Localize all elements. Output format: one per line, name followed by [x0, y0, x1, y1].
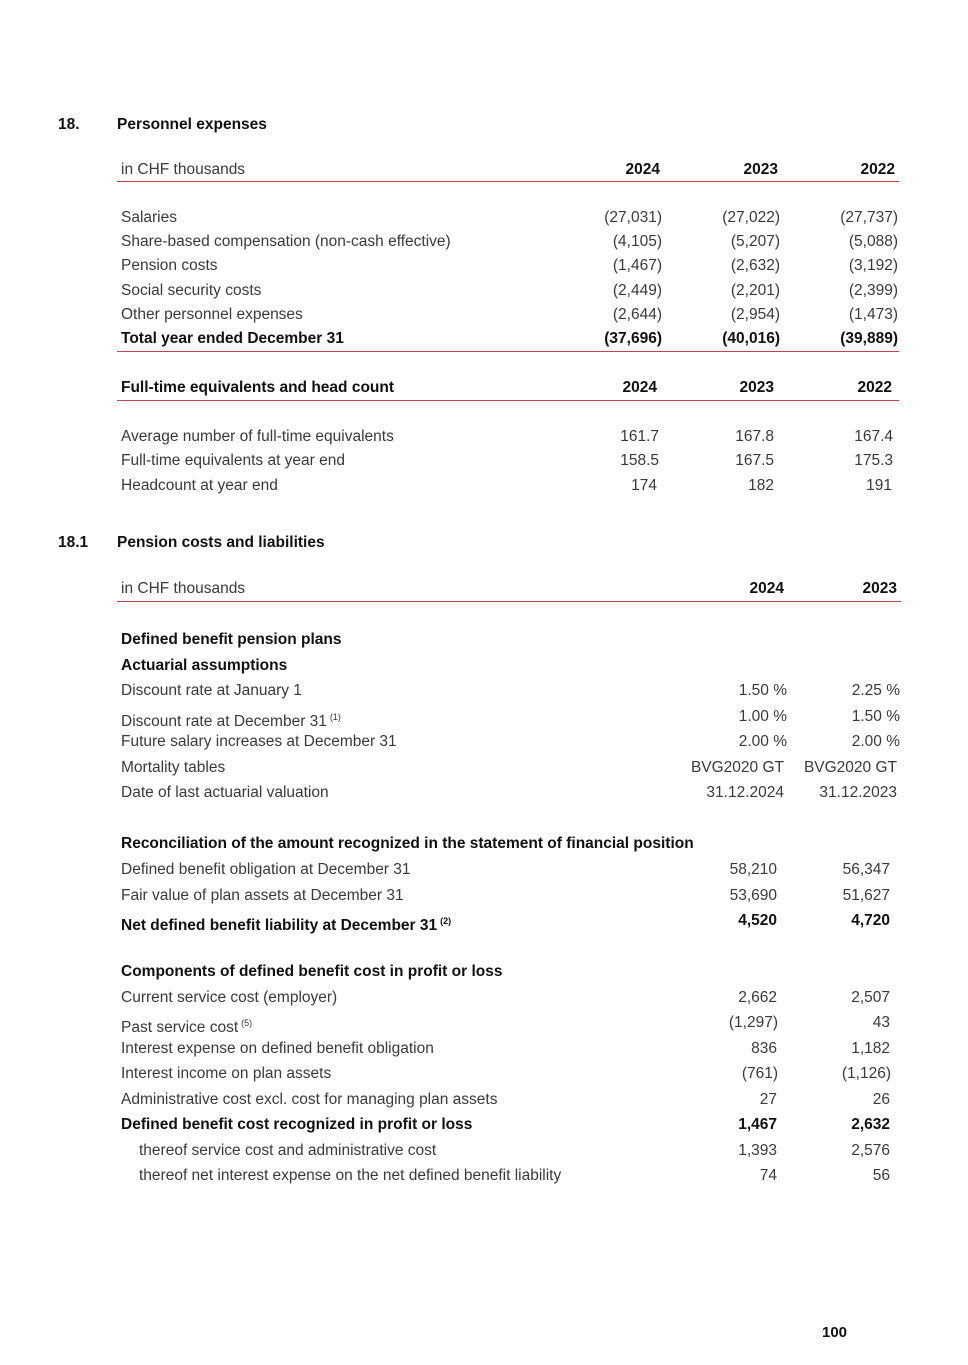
- cell-2023: (5,207): [730, 233, 780, 250]
- row-label-text: Discount rate at December 31: [121, 713, 327, 730]
- row-label: Other personnel expenses: [121, 306, 303, 323]
- row-label: Salaries: [121, 209, 177, 226]
- row-label: thereof net interest expense on the net defined benefit liability: [139, 1167, 562, 1184]
- cell-2024: 53,690: [729, 887, 777, 904]
- year-header: 2022: [857, 379, 892, 396]
- cell-2024: 836: [751, 1040, 777, 1057]
- cell-2023: 1,182: [851, 1040, 890, 1057]
- row-label: thereof service cost and administrative cost: [139, 1142, 437, 1159]
- footnote-ref: (5): [241, 1018, 253, 1028]
- year-header: 2024: [749, 580, 784, 597]
- row-label: Headcount at year end: [121, 477, 278, 494]
- cell-2023: 31.12.2023: [819, 784, 897, 801]
- cell-2024: 31.12.2024: [706, 784, 784, 801]
- row-label: Social security costs: [121, 282, 262, 299]
- subsection-title: Reconciliation of the amount recognized in the statement of financial position: [121, 835, 694, 852]
- cell-2024: 27: [759, 1091, 777, 1108]
- cell-2023: 2.00 %: [851, 733, 900, 750]
- cell-2023: 2,507: [851, 989, 890, 1006]
- row-label: Date of last actuarial valuation: [121, 784, 329, 801]
- cell-2023: 2,632: [851, 1116, 890, 1133]
- cell-2022: 191: [866, 477, 892, 494]
- cell-2024: 161.7: [620, 428, 659, 445]
- cell-2023: 167.5: [735, 452, 774, 469]
- row-label-text: Net defined benefit liability at December 31: [121, 917, 438, 934]
- row-label: Share-based compensation (non-cash effective): [121, 233, 451, 250]
- subsection-title: Actuarial assumptions: [121, 657, 288, 674]
- cell-2022: (39,889): [840, 330, 898, 347]
- year-header: 2023: [862, 580, 897, 597]
- divider: [117, 351, 899, 352]
- row-label: Discount rate at January 1: [121, 682, 302, 699]
- cell-2024: 158.5: [620, 452, 659, 469]
- row-label: Average number of full-time equivalents: [121, 428, 394, 445]
- cell-2024: (2,644): [612, 306, 662, 323]
- year-header: 2024: [622, 379, 657, 396]
- cell-2024: 174: [631, 477, 657, 494]
- cell-2023: (1,126): [841, 1065, 891, 1082]
- divider: [117, 601, 901, 602]
- row-label: Interest income on plan assets: [121, 1065, 332, 1082]
- cell-2023: 26: [872, 1091, 890, 1108]
- table-header-label: Full-time equivalents and head count: [121, 379, 395, 396]
- cell-2022: 175.3: [854, 452, 893, 469]
- cell-2023: (40,016): [722, 330, 780, 347]
- cell-2024: 4,520: [738, 912, 777, 929]
- cell-2024: (27,031): [604, 209, 662, 226]
- group-title: Defined benefit pension plans: [121, 631, 342, 648]
- row-label: Full-time equivalents at year end: [121, 452, 346, 469]
- cell-2023: 2.25 %: [851, 682, 900, 699]
- row-label: Future salary increases at December 31: [121, 733, 397, 750]
- cell-2023: 182: [748, 477, 774, 494]
- cell-2023: (27,022): [722, 209, 780, 226]
- row-label: [121, 910, 451, 932]
- cell-2022: (5,088): [848, 233, 898, 250]
- cell-2023: 51,627: [842, 887, 890, 904]
- unit-label: in CHF thousands: [121, 161, 246, 178]
- row-label: [121, 706, 341, 728]
- subsection-title: Components of defined benefit cost in profit or loss: [121, 963, 503, 980]
- cell-2023: (2,954): [730, 306, 780, 323]
- cell-2024: 58,210: [729, 861, 777, 878]
- cell-2024: 1.00 %: [738, 708, 787, 725]
- row-label: Administrative cost excl. cost for managing plan assets: [121, 1091, 498, 1108]
- cell-2023: 43: [872, 1014, 890, 1031]
- row-label: Defined benefit obligation at December 31: [121, 861, 411, 878]
- cell-2024: 74: [759, 1167, 777, 1184]
- row-label: Current service cost (employer): [121, 989, 338, 1006]
- row-label-text: Past service cost: [121, 1019, 239, 1036]
- page-number: 100: [822, 1324, 848, 1341]
- cell-2022: (1,473): [848, 306, 898, 323]
- divider: [117, 400, 899, 401]
- year-header: 2023: [739, 379, 774, 396]
- unit-label: in CHF thousands: [121, 580, 246, 597]
- cell-2022: 167.4: [854, 428, 893, 445]
- cell-2023: 2,576: [851, 1142, 890, 1159]
- cell-2022: (3,192): [848, 257, 898, 274]
- cell-2023: 4,720: [851, 912, 890, 929]
- row-label: Defined benefit cost recognized in profit or loss: [121, 1116, 473, 1133]
- cell-2024: (37,696): [604, 330, 662, 347]
- cell-2023: (2,201): [730, 282, 780, 299]
- year-header: 2023: [743, 161, 778, 178]
- divider: [117, 181, 899, 182]
- cell-2024: 2,662: [738, 989, 777, 1006]
- section-title: Personnel expenses: [117, 116, 267, 133]
- cell-2024: 1,393: [738, 1142, 777, 1159]
- cell-2024: BVG2020 GT: [690, 759, 784, 776]
- cell-2024: (2,449): [612, 282, 662, 299]
- cell-2024: (1,297): [728, 1014, 778, 1031]
- row-label: Total year ended December 31: [121, 330, 344, 347]
- year-header: 2024: [625, 161, 660, 178]
- year-header: 2022: [860, 161, 895, 178]
- cell-2023: BVG2020 GT: [803, 759, 897, 776]
- cell-2024: 2.00 %: [738, 733, 787, 750]
- section-number: 18.: [58, 116, 80, 133]
- footnote-ref: (1): [329, 712, 341, 722]
- cell-2024: (1,467): [612, 257, 662, 274]
- row-label: Mortality tables: [121, 759, 226, 776]
- row-label: Fair value of plan assets at December 31: [121, 887, 404, 904]
- cell-2023: 56: [872, 1167, 890, 1184]
- cell-2023: (2,632): [730, 257, 780, 274]
- cell-2022: (2,399): [848, 282, 898, 299]
- cell-2022: (27,737): [840, 209, 898, 226]
- cell-2024: 1,467: [738, 1116, 777, 1133]
- row-label: Interest expense on defined benefit obligation: [121, 1040, 434, 1057]
- row-label: [121, 1012, 252, 1034]
- cell-2023: 1.50 %: [851, 708, 900, 725]
- cell-2023: 167.8: [735, 428, 774, 445]
- cell-2023: 56,347: [842, 861, 890, 878]
- footnote-ref: (2): [440, 916, 452, 926]
- section-number: 18.1: [58, 534, 89, 551]
- cell-2024: (761): [741, 1065, 778, 1082]
- section-title: Pension costs and liabilities: [117, 534, 325, 551]
- cell-2024: (4,105): [612, 233, 662, 250]
- row-label: Pension costs: [121, 257, 218, 274]
- cell-2024: 1.50 %: [738, 682, 787, 699]
